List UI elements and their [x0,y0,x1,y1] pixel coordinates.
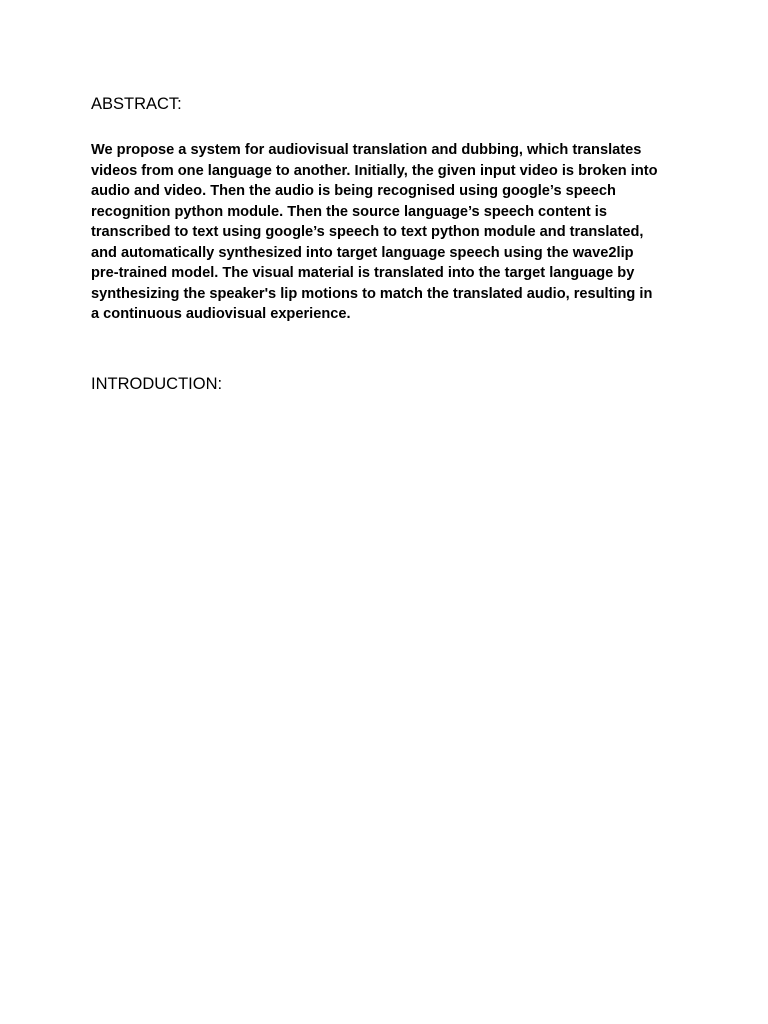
abstract-paragraph [91,140,658,325]
abstract-line: We propose a system for audiovisual translation and dubbing, which translates [91,142,642,158]
abstract-heading: ABSTRACT: [91,95,182,113]
introduction-heading: INTRODUCTION: [91,375,223,393]
abstract-line: recognition python module. Then the source language’s speech content is [91,203,607,220]
abstract-line: synthesizing the speaker's lip motions to match the translated audio, resulting in [91,285,653,302]
abstract-line: a continuous audiovisual experience. [91,306,351,322]
abstract-line: audio and video. Then the audio is being recognised using google’s speech [91,183,616,199]
abstract-line: videos from one language to another. Initially, the given input video is broken into [91,162,658,179]
abstract-line: and automatically synthesized into target language speech using the wave2lip [91,244,634,261]
abstract-line: transcribed to text using google’s speech to text python module and translated, [91,224,644,240]
abstract-line: pre-trained model. The visual material is translated into the target language by [91,265,635,281]
